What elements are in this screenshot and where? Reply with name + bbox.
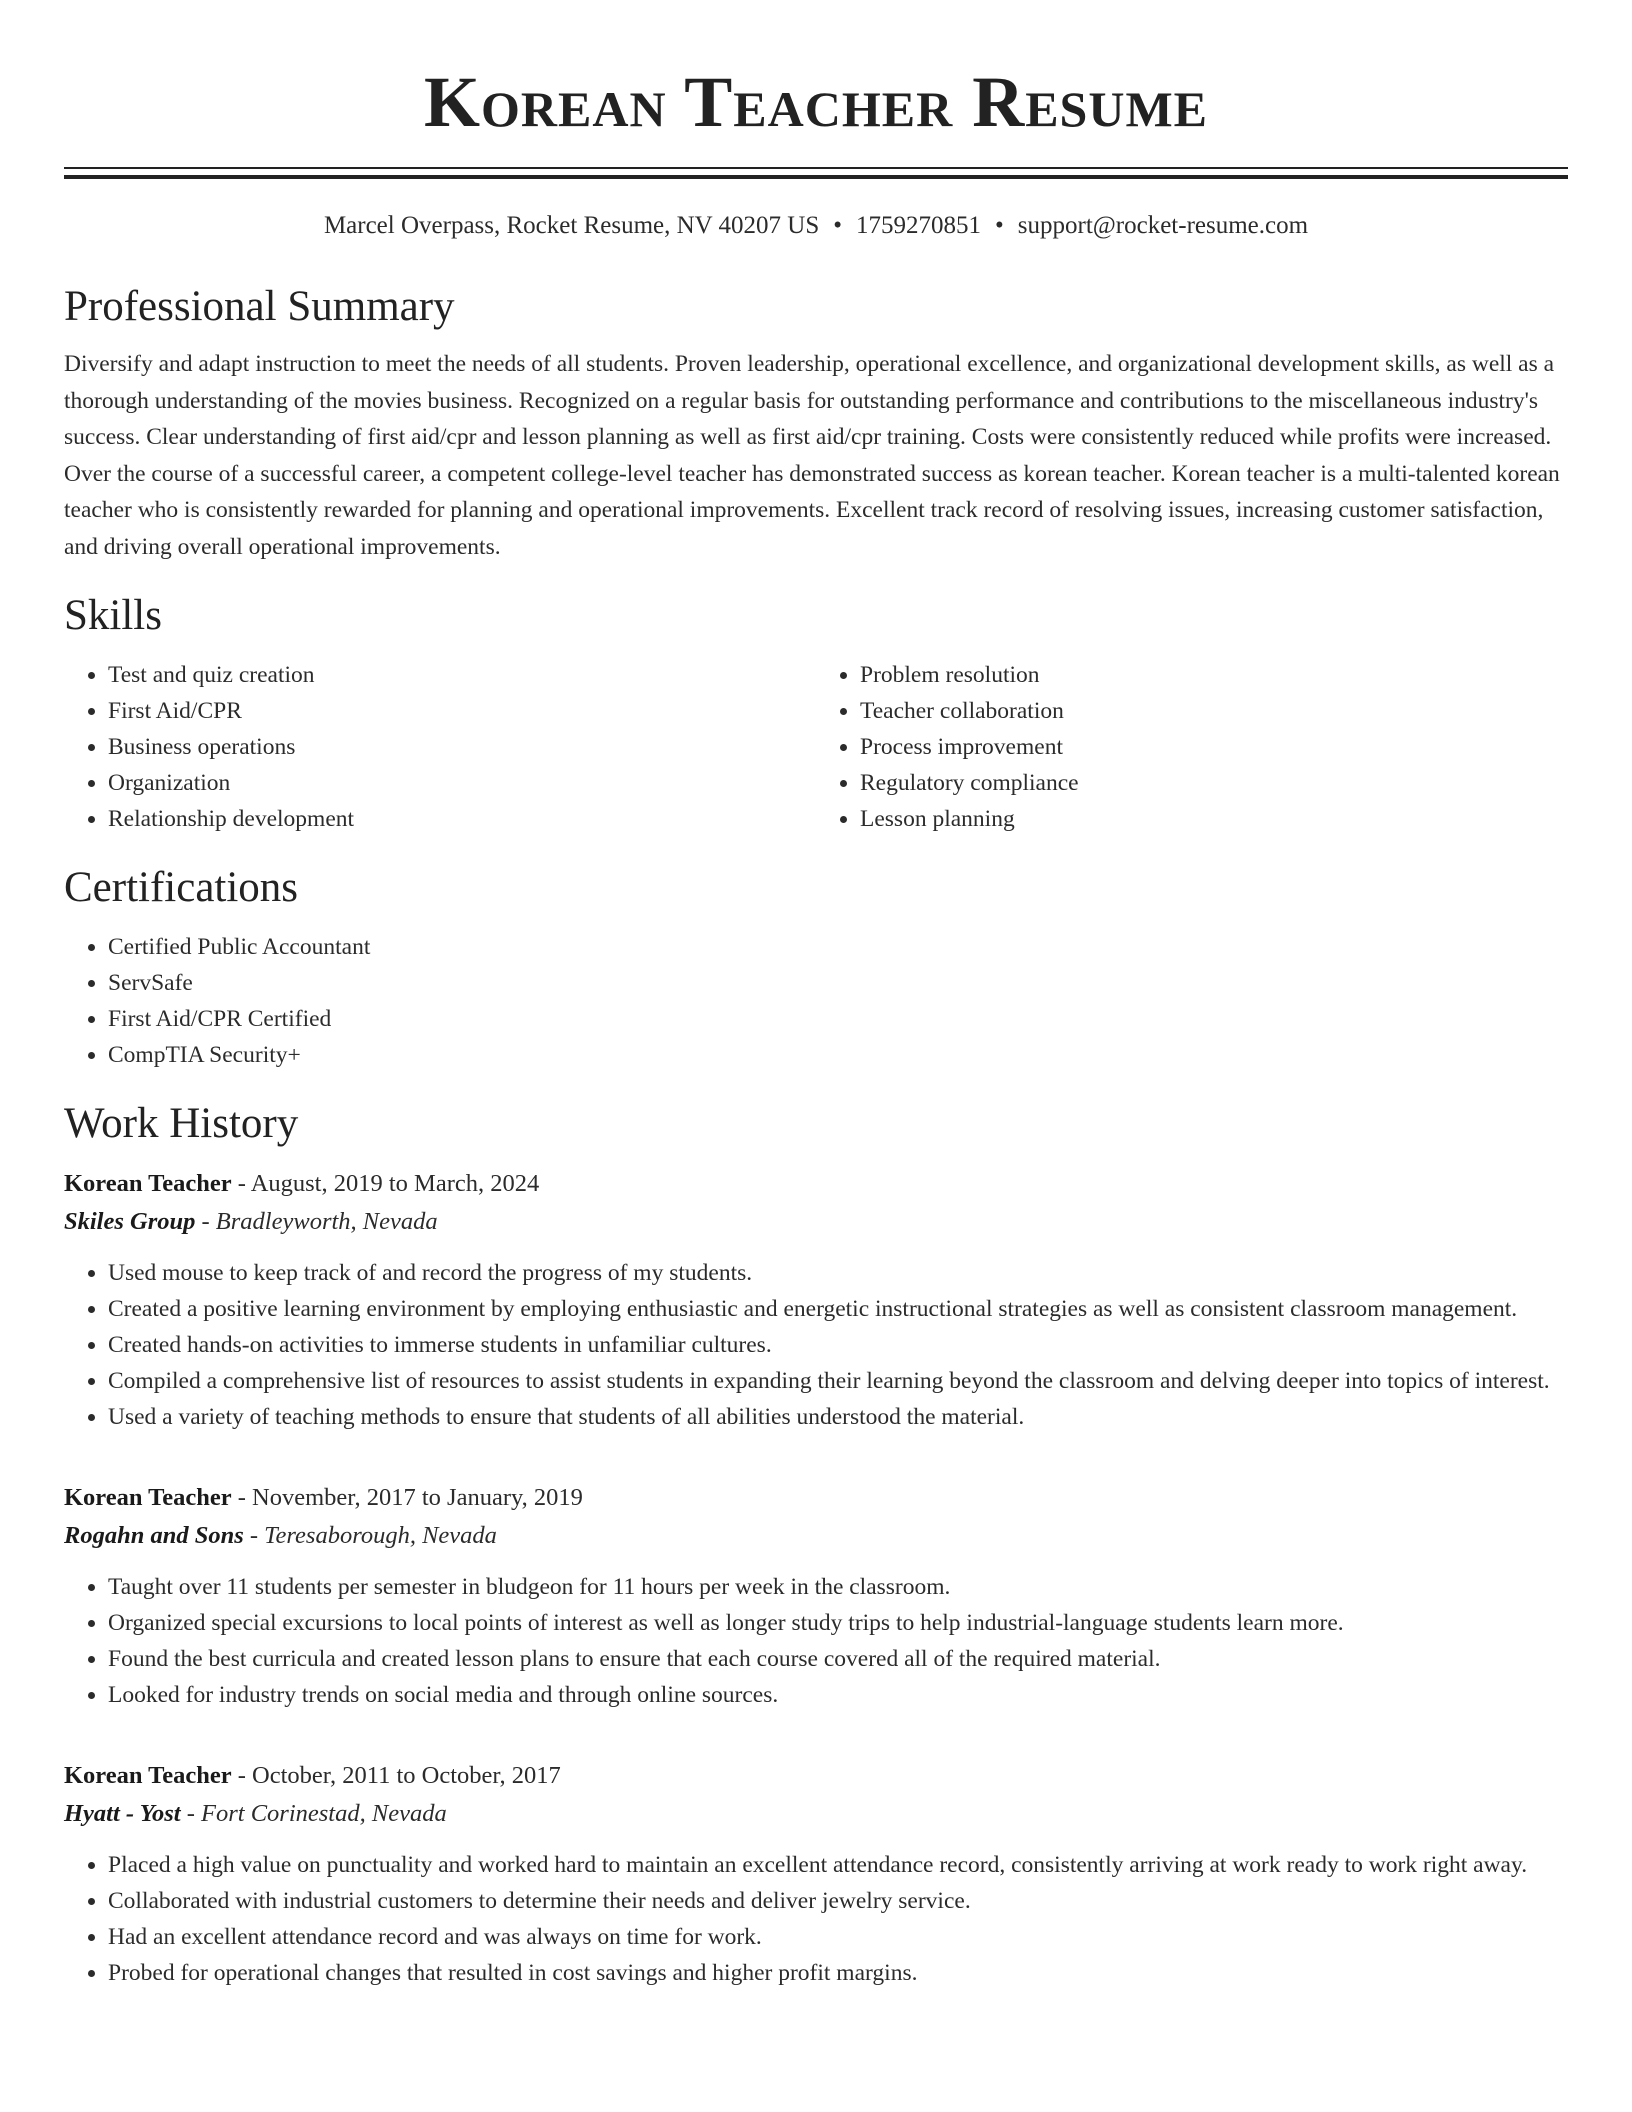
skill-item: • Process improvement (860, 729, 1568, 765)
job-dates: - November, 2017 to January, 2019 (231, 1484, 583, 1511)
contact-phone: 1759270851 (856, 212, 981, 239)
job-title-line (64, 1165, 1568, 1203)
employer-line (64, 1203, 1568, 1241)
skill-item: • Teacher collaboration (860, 693, 1568, 729)
job-bullet: • Looked for industry trends on social media and through online sources. (108, 1677, 1568, 1713)
certifications-list (64, 929, 1568, 1073)
skill-item: • Problem resolution (860, 657, 1568, 693)
employer-name: Skiles Group (64, 1208, 196, 1235)
skill-item: • Regulatory compliance (860, 765, 1568, 801)
employer-location: - Teresaborough, Nevada (243, 1522, 497, 1549)
job-bullet: • Created a positive learning environment by employing enthusiastic and energetic instructional strategies as well as consistent classroom management. (108, 1291, 1568, 1327)
job-bullet: • Placed a high value on punctuality and worked hard to maintain an excellent attendance record, consistently arriving at work ready to work right away. (108, 1847, 1568, 1883)
job-entry (64, 1479, 1568, 1713)
resume-title: Korean Teacher Resume (423, 62, 1208, 142)
title-rule-thick (64, 175, 1568, 179)
skills-list-left (64, 657, 816, 837)
job-title-line (64, 1757, 1568, 1795)
skill-item: • Organization (108, 765, 816, 801)
job-bullet: • Used a variety of teaching methods to ensure that students of all abilities understood the material. (108, 1399, 1568, 1435)
resume-page (64, 0, 1568, 1991)
skill-item: • Test and quiz creation (108, 657, 816, 693)
skills-list-right (816, 657, 1568, 837)
job-title: Korean Teacher (64, 1170, 232, 1197)
certification-item: • ServSafe (108, 965, 1568, 1001)
title-rule-thin (64, 167, 1568, 169)
section-heading-certifications: Certifications (64, 864, 299, 911)
skill-item: • Business operations (108, 729, 816, 765)
job-bullet: • Found the best curricula and created lesson plans to ensure that each course covered all of the required material. (108, 1641, 1568, 1677)
section-heading-summary: Professional Summary (64, 283, 455, 330)
job-dates: - October, 2011 to October, 2017 (231, 1762, 561, 1789)
employer-location: - Fort Corinestad, Nevada (180, 1800, 447, 1827)
job-bullet: • Probed for operational changes that resulted in cost savings and higher profit margins. (108, 1955, 1568, 1991)
job-bullet: • Collaborated with industrial customers to determine their needs and deliver jewelry service. (108, 1883, 1568, 1919)
employer-line (64, 1795, 1568, 1833)
job-bullet: • Organized special excursions to local points of interest as well as longer study trips to help industrial-language students learn more. (108, 1605, 1568, 1641)
job-entry (64, 1757, 1568, 1991)
employer-name: Rogahn and Sons (64, 1522, 244, 1549)
job-bullet: • Compiled a comprehensive list of resources to assist students in expanding their learning beyond the classroom and delving deeper into topics of interest. (108, 1363, 1568, 1399)
job-entry (64, 1165, 1568, 1435)
job-bullets (64, 1255, 1568, 1435)
job-bullets (64, 1569, 1568, 1713)
section-heading-skills: Skills (64, 592, 162, 639)
job-title: Korean Teacher (64, 1484, 232, 1511)
bullet-separator: • (833, 212, 842, 239)
job-dates: - August, 2019 to March, 2024 (231, 1170, 540, 1197)
contact-address: Marcel Overpass, Rocket Resume, NV 40207 US (323, 212, 820, 239)
job-title-line (64, 1479, 1568, 1517)
contact-line (64, 210, 1568, 242)
job-title: Korean Teacher (64, 1762, 232, 1789)
contact-email: support@rocket-resume.com (1017, 212, 1309, 239)
employer-location: - Bradleyworth, Nevada (195, 1208, 438, 1235)
certification-item: • Certified Public Accountant (108, 929, 1568, 965)
job-bullet: • Had an excellent attendance record and was always on time for work. (108, 1919, 1568, 1955)
certification-item: • CompTIA Security+ (108, 1037, 1568, 1073)
skill-item: • Relationship development (108, 801, 816, 837)
job-bullet: • Taught over 11 students per semester in bludgeon for 11 hours per week in the classroom. (108, 1569, 1568, 1605)
job-bullet: • Used mouse to keep track of and record the progress of my students. (108, 1255, 1568, 1291)
job-bullets (64, 1847, 1568, 1991)
bullet-separator: • (995, 212, 1004, 239)
skills-columns (64, 657, 1568, 837)
skill-item: • Lesson planning (860, 801, 1568, 837)
employer-line (64, 1517, 1568, 1555)
job-bullet: • Created hands-on activities to immerse students in unfamiliar cultures. (108, 1327, 1568, 1363)
skill-item: • First Aid/CPR (108, 693, 816, 729)
section-heading-work-history: Work History (64, 1100, 299, 1147)
employer-name: Hyatt - Yost (64, 1800, 181, 1827)
certification-item: • First Aid/CPR Certified (108, 1001, 1568, 1037)
summary-text: Diversify and adapt instruction to meet the needs of all students. Proven leadership, operational excellence, and organizational development skills, as well as a thorough understanding of the movies business. Recognized on a regular basis for outstanding performance and contributions to the miscellaneous industry's success. Clear understanding of first aid/cpr and lesson planning as well as first aid/cpr training. Costs were consistently reduced while profits were increased. Over the course of a successful career, a competent college-level teacher has demonstrated success as korean teacher. Korean teacher is a multi-talented korean teacher who is consistently rewarded for planning and operational improvements. Excellent track record of resolving issues, increasing customer satisfaction, and driving overall operational improvements. (64, 351, 1560, 560)
